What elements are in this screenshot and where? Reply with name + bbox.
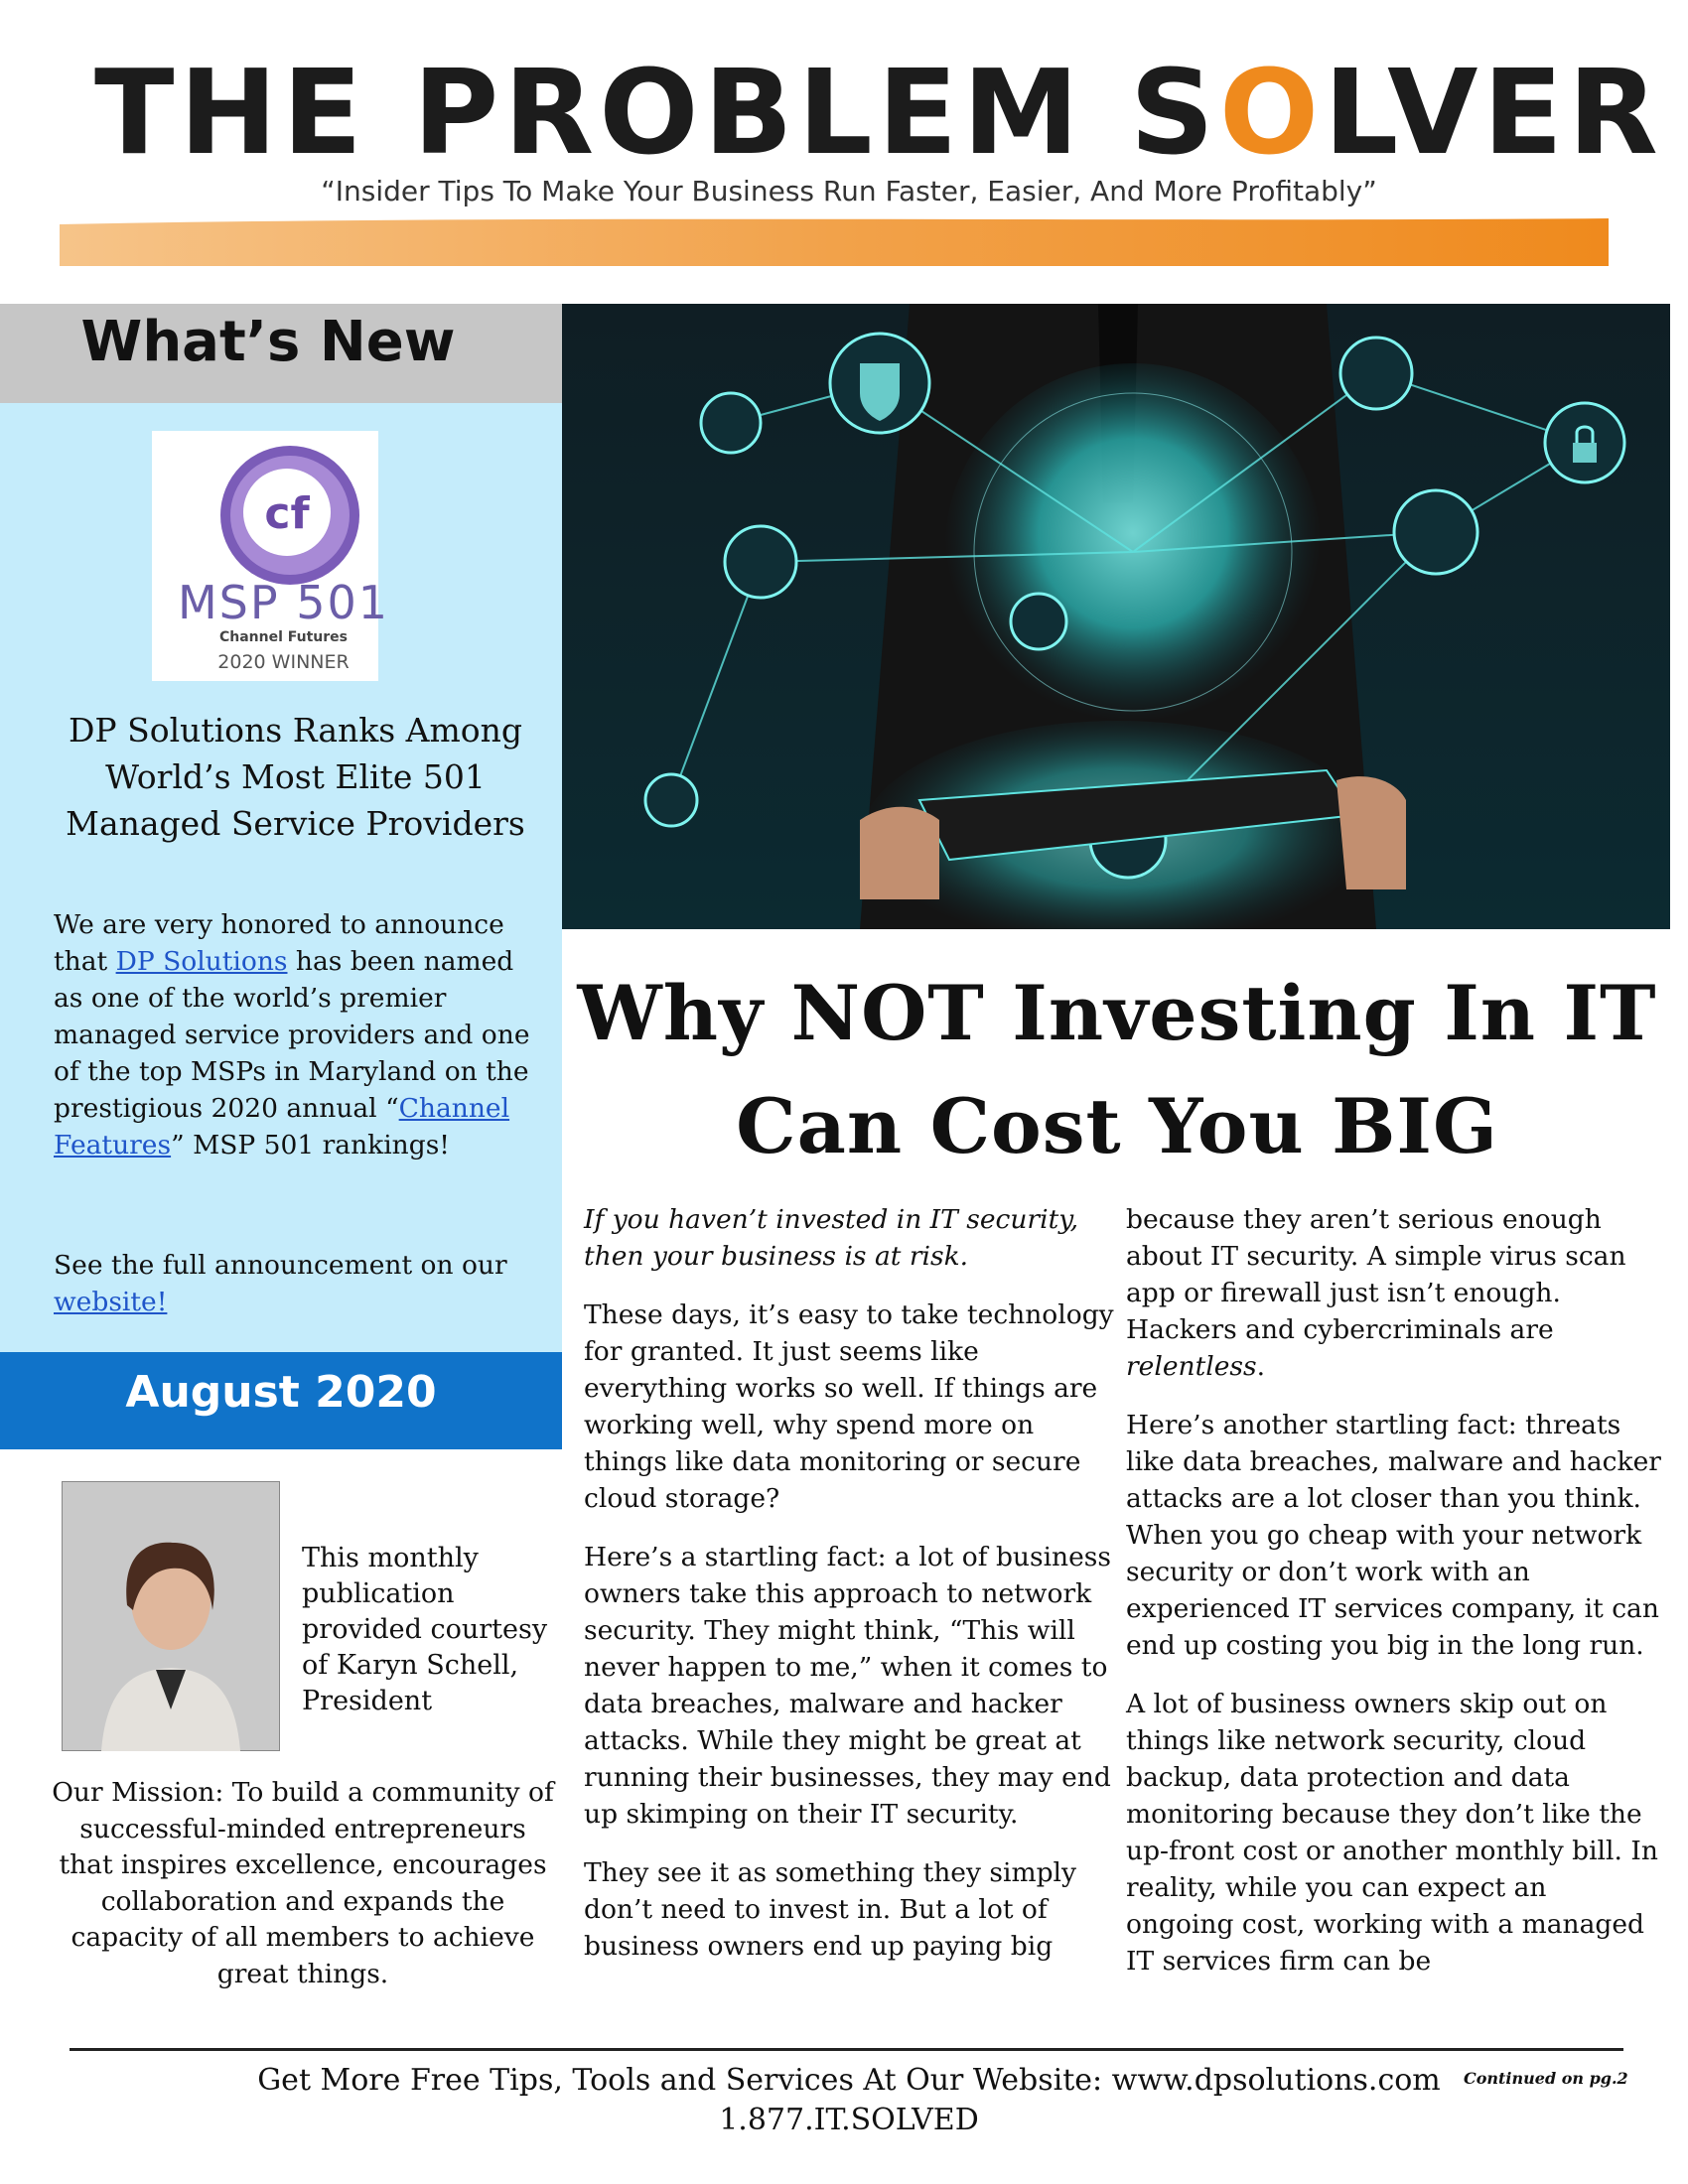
mission-statement: Our Mission: To build a community of successful-minded entrepreneurs that inspires excellence, encourages collaboration and expands the capacity of all members to achieve great things.: [52, 1777, 554, 1989]
article-column-2: [1126, 1201, 1662, 2001]
article-paragraph: They see it as something they simply don’t need to invest in. But a lot of business owners end up paying big: [584, 1857, 1076, 1962]
footer-phone: 1.877.IT.SOLVED: [719, 2103, 979, 2137]
sidebar-headline: DP Solutions Ranks Among World’s Most Elite 501 Managed Service Providers: [66, 711, 525, 843]
network-security-hero-image: [562, 304, 1670, 929]
title-part-1: THE PROBLEM S: [94, 44, 1219, 181]
issue-date: August 2020: [125, 1367, 437, 1418]
article-headline: Why NOT Investing In IT Can Cost You BIG: [577, 969, 1657, 1170]
tagline: “Insider Tips To Make Your Business Run Faster, Easier, And More Profitably”: [321, 175, 1377, 207]
sidebar-see-announcement: See the full announcement on our website!: [54, 1250, 507, 1317]
president-photo: [62, 1481, 280, 1751]
article-paragraph: Here’s a startling fact: a lot of business owners take this approach to network security. They might think, “This will never happen to me,” when it comes to data breaches, malware and hacker attacks. While they might be great at running their businesses, they may end up skimping on their IT security.: [584, 1542, 1111, 1830]
article-lead: If you haven’t invested in IT security, then your business is at risk.: [584, 1204, 1079, 1272]
orange-swoosh-decoration: [60, 214, 1609, 274]
logo-brand-text: Channel Futures: [218, 629, 348, 645]
logo-year-text: 2020 WINNER: [217, 651, 350, 673]
article-column-1: [584, 1201, 1120, 1986]
title-part-2: LVER: [1324, 44, 1663, 181]
courtesy-note: This monthly publication provided courtesy of Karyn Schell, President: [302, 1543, 548, 1716]
website-link[interactable]: website!: [54, 1287, 168, 1317]
channel-futures-badge-icon: [217, 443, 362, 588]
article-paragraph: A lot of business owners skip out on things like network security, cloud backup, data protection and data monitoring because they don’t like the up-front cost or another monthly bill. In reality, while you can expect an ongoing cost, working with a managed IT services firm can be: [1126, 1689, 1658, 1977]
article-paragraph: because they aren’t serious enough about IT security. A simple virus scan app or firewall just isn’t enough. Hackers and cybercriminals are relentless.: [1126, 1204, 1626, 1382]
channel-features-link[interactable]: Channel Features: [54, 1093, 510, 1160]
footer-website: Get More Free Tips, Tools and Services At Our Website: www.dpsolutions.com: [257, 2063, 1441, 2098]
footer-divider: [70, 2048, 1623, 2051]
article-paragraph: Here’s another startling fact: threats like data breaches, malware and hacker attacks are a lot closer than you think. When you go cheap with your network security or don’t work with an experienced IT services company, it can end up costing you big in the long run.: [1126, 1410, 1661, 1661]
dp-solutions-link[interactable]: DP Solutions: [115, 946, 288, 977]
footer-contact: [238, 2061, 1460, 2140]
newsletter-title: [94, 38, 1663, 187]
article-paragraph: These days, it’s easy to take technology for granted. It just seems like everything works so well. If things are working well, why spend more on things like data monitoring or secure cloud storage?: [584, 1299, 1114, 1514]
logo-badge-text: cf: [264, 488, 310, 539]
logo-msp-text: MSP 501: [177, 576, 390, 629]
continued-note: Continued on pg.2: [1464, 2069, 1628, 2088]
sidebar-announcement: We are very honored to announce that DP Solutions has been named as one of the world’s premier managed service providers and one of the top MSPs in Maryland on the prestigious 2020 annual “Channel Features” MSP 501 rankings!: [54, 909, 530, 1160]
whats-new-title: What’s New: [80, 310, 456, 374]
power-icon: O: [1218, 44, 1325, 181]
